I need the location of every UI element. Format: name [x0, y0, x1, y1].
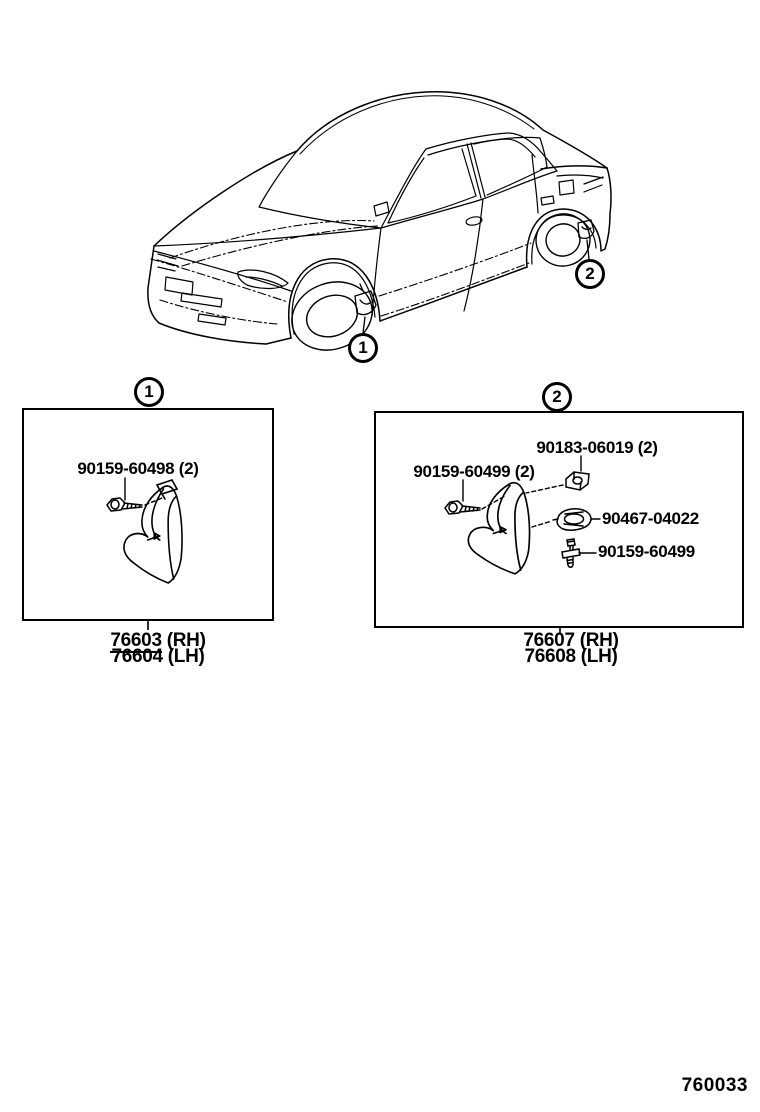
front-door-glass — [388, 149, 476, 223]
bolt-icon — [445, 501, 480, 514]
figure-code: 760033 — [681, 1075, 748, 1096]
panel-1-callout-number: 1 — [144, 382, 154, 401]
part-side: (RH) — [166, 630, 206, 651]
part-label-90467-04022: 90467-04022 — [602, 509, 699, 528]
rear-door-shutline — [532, 155, 538, 213]
b-pillar — [467, 143, 485, 198]
car-callout-1-number: 1 — [358, 338, 368, 357]
part-label-90159-60499: 90159-60499 — [598, 542, 695, 561]
mirror — [374, 202, 389, 216]
car-drawing — [148, 92, 611, 361]
part-side: (LH) — [167, 646, 205, 667]
panel-2-callout-number: 2 — [552, 387, 562, 406]
panel-1-box — [23, 409, 273, 620]
car-rocker — [380, 267, 527, 321]
screw-icon — [562, 539, 580, 567]
fuel-door — [559, 180, 574, 195]
roof-inner-line — [300, 96, 534, 154]
car-roofline — [297, 92, 607, 168]
license-plate — [165, 277, 193, 295]
part-number[interactable]: 76607 — [523, 630, 575, 651]
panel-1-callout[interactable] — [134, 377, 164, 407]
front-door-rear-shutline — [464, 199, 483, 311]
windshield-left-edge — [259, 151, 381, 228]
shoulder-crease — [557, 175, 603, 178]
part-number[interactable]: 76604 — [111, 646, 163, 667]
part-label-90159-60499-2: 90159-60499 (2) — [413, 462, 535, 481]
part-side: (RH) — [579, 630, 619, 651]
car-front-bumper — [148, 246, 291, 344]
panel-1-parts — [107, 478, 182, 583]
part-side: (LH) — [580, 646, 618, 667]
a-pillar — [381, 149, 426, 228]
car-callout-1[interactable] — [348, 333, 378, 363]
part-number-row[interactable] — [58, 646, 258, 667]
mudguard-icon — [124, 486, 182, 583]
mudguard-icon — [468, 483, 529, 574]
rear-wheel-inner — [542, 220, 583, 260]
panel-2-callout[interactable] — [542, 382, 572, 412]
car-callout-2[interactable] — [575, 259, 605, 289]
mudguard-tab — [157, 480, 177, 499]
bumper-crease-2 — [160, 300, 277, 324]
car-trunk-top — [541, 166, 607, 169]
part-label-90159-60498: 90159-60498 (2) — [77, 459, 199, 478]
car-hood-silhouette — [154, 151, 297, 246]
door-crease-1 — [379, 243, 531, 296]
front-door-shutline — [372, 228, 381, 316]
panel-2-part-numbers[interactable] — [471, 630, 671, 667]
front-arch-inner — [292, 263, 375, 334]
rear-door-handle — [541, 196, 554, 205]
part-number-row[interactable] — [471, 646, 671, 667]
panel-1-part-numbers[interactable] — [58, 630, 258, 667]
car-front-wheel-arch — [289, 259, 380, 338]
roof-rail — [426, 133, 557, 171]
part-number[interactable]: 76608 — [524, 646, 576, 667]
grommet-icon — [553, 509, 591, 530]
tail-lamp-seams — [584, 177, 603, 192]
part-number[interactable]: 76603 — [110, 630, 162, 651]
car-callout-2-number: 2 — [585, 264, 595, 283]
part-label-90183-06019: 90183-06019 (2) — [536, 438, 658, 457]
bumper-slot — [181, 293, 222, 307]
roof-rail-inner — [428, 139, 535, 157]
